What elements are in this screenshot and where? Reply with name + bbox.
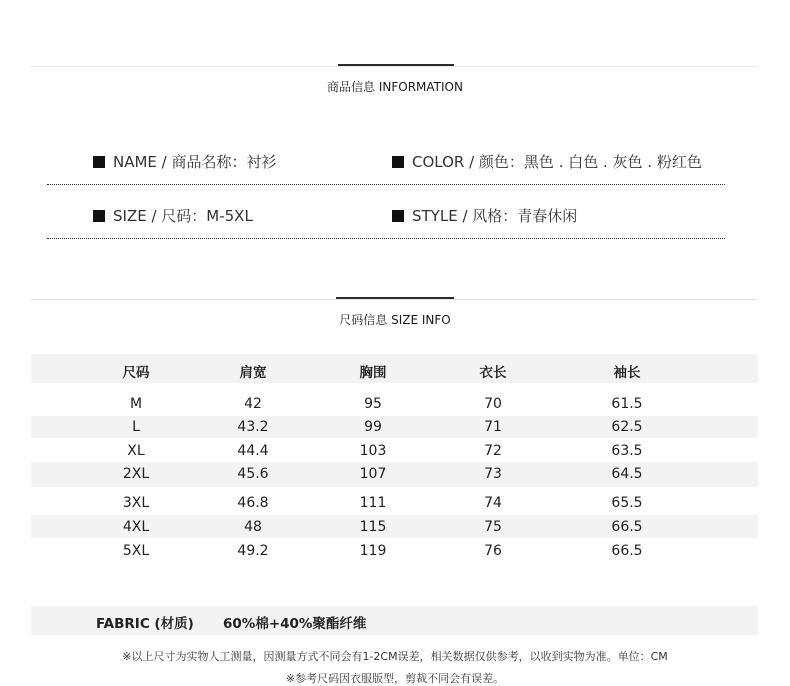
table-cell: 3XL [122, 495, 150, 511]
table-cell: 66.5 [611, 519, 643, 535]
table-cell: 99 [364, 419, 382, 435]
table-cell: 103 [359, 443, 387, 459]
table-cell: 4XL [122, 519, 150, 535]
info-item-name-text: NAME / 商品名称：衬衫 [113, 153, 277, 171]
table-cell: 76 [484, 543, 502, 559]
table-cell: 74 [484, 495, 502, 511]
table-cell: 43.2 [237, 419, 269, 435]
info-dotted-divider [47, 238, 725, 239]
footnote: ※参考尺码因衣服版型，剪裁不同会有误差。 [285, 672, 505, 685]
table-cell: 63.5 [611, 443, 643, 459]
info-item-style [392, 205, 577, 226]
square-bullet-icon [392, 210, 404, 222]
table-cell: 42 [244, 396, 262, 412]
table-cell: 115 [359, 519, 387, 535]
table-cell: 119 [359, 543, 387, 559]
info-item-style-text: STYLE / 风格：青春休闲 [412, 207, 578, 225]
table-cell: 5XL [122, 543, 150, 559]
info-item-name [93, 151, 277, 172]
table-cell: 62.5 [611, 419, 643, 435]
square-bullet-icon [93, 210, 105, 222]
table-cell: 71 [484, 419, 502, 435]
table-cell: 75 [484, 519, 502, 535]
table-cell: 44.4 [237, 443, 269, 459]
table-cell: 45.6 [237, 466, 269, 482]
fabric-value: 60%棉+40%聚酯纤维 [223, 616, 367, 632]
table-cell: 107 [359, 466, 387, 482]
info-top-rule [31, 66, 758, 67]
table-cell: 64.5 [611, 466, 643, 482]
table-header-cell: 袖长 [613, 365, 641, 381]
table-cell: 95 [364, 396, 382, 412]
info-item-size-text: SIZE / 尺码：M-5XL [113, 207, 253, 225]
table-cell: 61.5 [611, 396, 643, 412]
table-cell: 70 [484, 396, 502, 412]
square-bullet-icon [93, 156, 105, 168]
square-bullet-icon [392, 156, 404, 168]
info-section-title: 商品信息 INFORMATION [327, 80, 463, 94]
info-item-color [392, 151, 702, 172]
table-cell: 111 [359, 495, 387, 511]
table-cell: 2XL [122, 466, 150, 482]
table-cell: 48 [244, 519, 262, 535]
table-cell: XL [127, 443, 145, 459]
footnote: ※以上尺寸为实物人工测量，因测量方式不同会有1-2CM误差，相关数据仅供参考，以收到实物为准。单位：CM [122, 650, 668, 663]
info-title-accent [338, 64, 454, 66]
table-header-cell: 胸围 [359, 365, 387, 381]
size-title-accent [336, 297, 454, 299]
table-cell: 49.2 [237, 543, 269, 559]
table-cell: 72 [484, 443, 502, 459]
table-cell: L [132, 419, 140, 435]
table-cell: 66.5 [611, 543, 643, 559]
info-item-color-text: COLOR / 颜色：黑色 . 白色 . 灰色 . 粉红色 [412, 153, 702, 171]
table-cell: 46.8 [237, 495, 269, 511]
fabric-label: FABRIC (材质) [96, 616, 194, 632]
table-header-cell: 肩宽 [239, 365, 267, 381]
table-cell: M [129, 396, 143, 412]
table-cell: 73 [484, 466, 502, 482]
size-section-title: 尺码信息 SIZE INFO [339, 313, 451, 327]
info-dotted-divider [47, 184, 725, 185]
table-header-cell: 尺码 [122, 365, 150, 381]
table-header-cell: 衣长 [479, 365, 507, 381]
info-item-size [93, 205, 253, 226]
size-top-rule [31, 299, 758, 300]
table-cell: 65.5 [611, 495, 643, 511]
